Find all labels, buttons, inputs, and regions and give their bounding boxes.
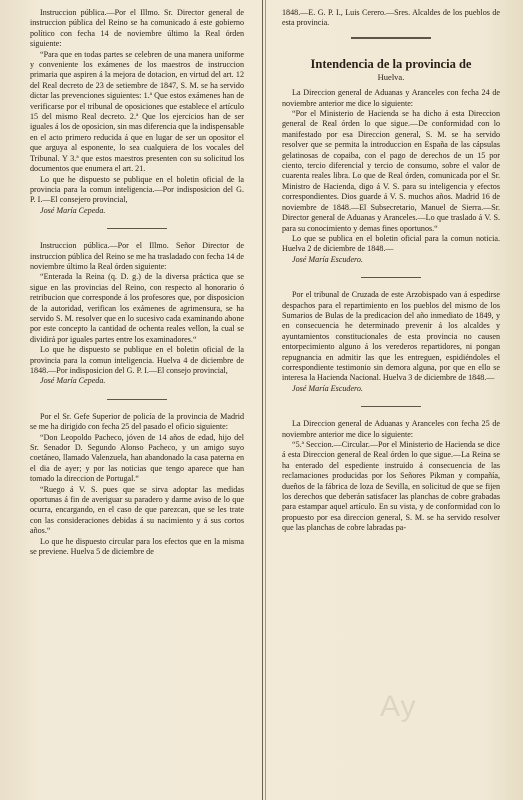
notice1-closing: Lo que se publica en el boletin oficial para la comun noticia. Huelva 2 de diciembre de 1848.— bbox=[282, 233, 500, 254]
notice1-quote: “Por el Ministerio de Hacienda se ha dicho á esta Direccion general de Real órden lo que sigue.—De conformidad con lo manifestado por esa Direccion general, S. M. se ha servido resolver que se permita la introduccion en España de las cápsulas gelatinosas de copaiba, con el pago de derechos de un 15 por ciento, tercio diferencial y tercio de consumo, sobre el valor de cuarenta reales libra. Lo que de Real órden, comunicada por el Sr. Ministro de Hacienda, digo á V. S. para su inteligencia y efectos correspondientes. Dios guarde á V. S. muchos años. Madrid 16 de noviembre de 1848.—El Subsecretario, Manuel de Sierra.—Sr. Director general de Aduanas y Aranceles.—Lo que traslado á V. S. para su conocimiento y demas fines oportunos.“ bbox=[282, 109, 500, 233]
article3-quote2: “Ruego á V. S. pues que se sirva adoptar las medidas oportunas á fin de averiguar su paradero y darme aviso de lo que ocurra, encargando, en el caso de que parezcan, que se les trate con las consideraciones debidas á su nacimiento y á sus cortos años.“ bbox=[30, 484, 244, 536]
notice2-signature: José María Escudero. bbox=[292, 383, 363, 393]
right-column bbox=[282, 8, 500, 534]
section-title: Intendencia de la provincia de bbox=[310, 56, 472, 71]
article3-quote1: “Don Leopoldo Pacheco, jóven de 14 años de edad, hijo del Sr. Senador D. Segundo Alonso Pacheco, y un amigo suyo coetáneo, llamado Valenzuela, han abandonado la casa paterna en el dia de ayer; y por las noticias que tengo aparece que han tomado la direccion de Portugal.“ bbox=[30, 432, 244, 484]
library-watermark: Ay bbox=[380, 690, 417, 723]
notice3-intro: La Direccion general de Aduanas y Aranceles con fecha 25 de noviembre anterior me dice lo siguiente: bbox=[282, 419, 500, 439]
notice3-quote: “5.ª Seccion.—Circular.—Por el Ministerio de Hacienda se dice á esta Direccion general de Real órden lo que sigue.—La Reina se ha enterado del espediente instruido á consecuencia de las reclamaciones producidas por los Señores Pikman y compañía, dueños de la fábrica de loza de Sevilla, en solicitud de que se fijen los derechos que deberán satisfacer las planchas de cobre grabadas para estampar aquel artículo. En su vista, y de conformidad con lo propuesto por esa direccion general, S. M. se ha servido resolver que las planchas de cobre labradas pa- bbox=[282, 440, 500, 533]
separator-rule bbox=[107, 399, 167, 400]
article2-closing: Lo que he dispuesto se publique en el boletin oficial de la provincia para la comun inteligencia. Huelva 4 de diciembre de 1848.—Por indisposicion del G. P. I.—El consejo provincial, bbox=[30, 345, 244, 375]
article2-intro: Instruccion pública.—Por el Illmo. Señor Director de instruccion pública del Reino se me ha trasladado con fecha 14 de noviembre último la Real órden siguiente: bbox=[30, 241, 244, 271]
article3-intro: Por el Sr. Gefe Superior de policía de la provincia de Madrid se me ha dirigido con fecha 25 del pasado el oficio siguiente: bbox=[30, 411, 244, 432]
article2-signature: José María Cepeda. bbox=[40, 376, 106, 386]
article2-quote: “Enterada la Reina (q. D. g.) de la diversa práctica que se sigue en las provincias del Reino, con respecto al honorario ó retribucion que corresponde á los profesores que, por disposicion de la autoridad, verifican los exámenes de agrimensura, se ha servido S. M. resolver que en lo sucesivo cada examinando abone por este concepto la cantidad de ochenta reales vellon, la cual se dividirá por iguales partes entre los examinadores.“ bbox=[30, 272, 244, 344]
column-divider-inner bbox=[265, 0, 266, 800]
notice1-intro: La Direccion general de Aduanas y Aranceles con fecha 24 de noviembre anterior me dice lo siguiente: bbox=[282, 88, 500, 108]
notice2-body: Por el tribunal de Cruzada de este Arzobispado van á espedirse despachos para el repartimiento en los pueblos del mismo de los Sumarios de Bulas de la predicacion del año inmediato de 1849, y en consecuencia he determinado prevenir á los alcaldes y ayuntamientos constitucionales de esta provincia no causen entorpecimiento alguno á los verederos repartidores, ni pongan repugnancia en admitir las que les entreguen, espidiéndoles el correspondiente testimonio sin demora alguna, por que en ello se interesa la Hacienda Nacional. Huelva 3 de diciembre de 1848.— bbox=[282, 290, 500, 383]
article1-signature: José María Cepeda. bbox=[40, 205, 106, 215]
article1-intro: Instruccion pública.—Por el Illmo. Sr. Director general de instruccion pública del Reino se ha comunicado á este gobierno político con fecha 14 de noviembre último la Real órden siguiente: bbox=[30, 8, 244, 49]
section-subtitle: Huelva. bbox=[377, 71, 405, 82]
notice1-signature: José María Escudero. bbox=[292, 254, 363, 264]
separator-rule bbox=[107, 228, 167, 229]
continued-signature-line: 1848.—E. G. P. I., Luis Cerero.—Sres. Alcaldes de los pueblos de esta provincia. bbox=[282, 8, 500, 28]
separator-rule bbox=[361, 406, 421, 407]
column-divider bbox=[262, 0, 263, 800]
separator-rule bbox=[361, 277, 421, 278]
left-column bbox=[30, 8, 244, 558]
article3-closing: Lo que he dispuesto circular para los efectos que en la misma se previene. Huelva 5 de diciembre de bbox=[30, 536, 244, 557]
article1-closing: Lo que he dispuesto se publique en el boletin oficial de la provincia para la comun inteligencia.—Por indisposicion del G. P. I.—El consejero provincial, bbox=[30, 174, 244, 205]
article1-quote: “Para que en todas partes se celebren de una manera uniforme y conveniente los exámenes de los maestros de instruccion primaria que aspiren á la mejora de dotacion, en virtud del art. 12 del Real decreto de 23 de setiembre de 1847, S. M. se ha servido dictar las prevenciones siguientes: 1.ª Que estos exámenes han de verificarse por el tribunal de oposiciones que establece el artículo 15 del mismo Real decreto. 2.ª Que los ejercicios han de ser iguales á los de oposicion, sin mas diferencia que la indispensable en el acto primero reducida á que en lugar de ser un opositor el que arguya al esponente, lo sea cualquiera de los vocales del Tribunal. Y 3.ª que estos maestros presenten con su solicitud los documentos que enumera el art. 21. bbox=[30, 49, 244, 174]
separator-rule bbox=[351, 37, 431, 39]
